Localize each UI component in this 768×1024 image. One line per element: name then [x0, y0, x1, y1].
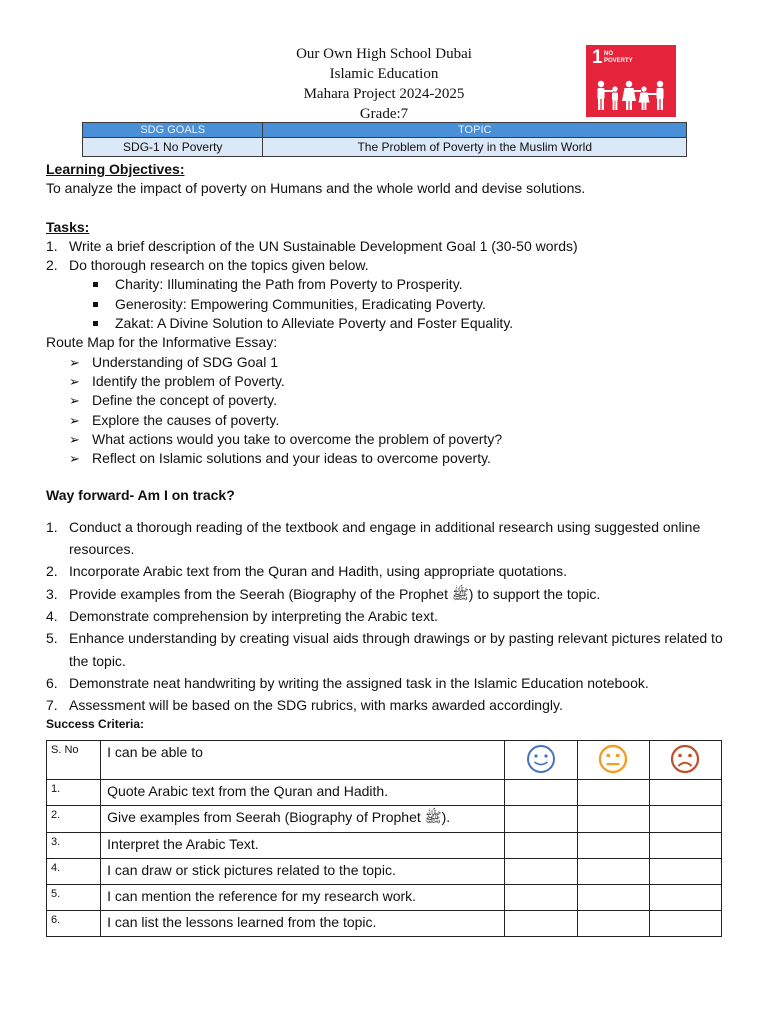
sdg-title: NO POVERTY — [604, 51, 633, 64]
arrow-bullet-icon: ➢ — [69, 373, 80, 389]
table-row: 3. Interpret the Arabic Text. — [47, 833, 722, 859]
topic-header: TOPIC — [263, 123, 687, 138]
neutral-face-icon — [593, 743, 633, 775]
tasks-list — [46, 237, 736, 276]
school-name: Our Own High School Dubai — [296, 46, 472, 62]
grade-label: Grade:7 — [359, 106, 409, 122]
arrow-bullet-icon: ➢ — [69, 393, 80, 409]
list-item: Generosity: Empowering Communities, Eradicating Poverty. — [46, 295, 736, 314]
sdg-goal-value: SDG-1 No Poverty — [83, 138, 263, 157]
table-row: 2. Give examples from Seerah (Biography of Prophet ﷺ). — [47, 806, 722, 833]
route-map-heading: Route Map for the Informative Essay: — [46, 334, 278, 351]
learning-objectives-heading: Learning Objectives: — [46, 161, 185, 177]
sad-face-icon — [665, 743, 705, 775]
list-item: 5. Enhance understanding by creating visual aids through drawings or by pasting relevant pictures related to the topic. — [46, 630, 723, 669]
happy-face-icon — [521, 743, 561, 775]
learning-objectives-text: To analyze the impact of poverty on Humans and the whole world and devise solutions. — [46, 180, 586, 197]
list-item: ➢ Define the concept of poverty. — [46, 391, 736, 410]
list-item: 7. Assessment will be based on the SDG rubrics, with marks awarded accordingly. — [46, 697, 563, 714]
arrow-bullet-icon: ➢ — [69, 412, 80, 428]
list-item: 3. Provide examples from the Seerah (Biography of the Prophet ﷺ) to support the topic. — [46, 585, 601, 602]
list-item: 1. Conduct a thorough reading of the textbook and engage in additional research using suggested online resources. — [46, 518, 701, 558]
list-item: ➢ Identify the problem of Poverty. — [46, 372, 736, 391]
route-map-list — [46, 353, 736, 469]
project-name: Mahara Project 2024-2025 — [303, 86, 465, 102]
list-item: ➢ Reflect on Islamic solutions and your ideas to overcome poverty. — [46, 449, 736, 468]
arrow-bullet-icon: ➢ — [69, 354, 80, 370]
way-forward-heading: Way forward- Am I on track? — [46, 487, 235, 504]
list-item: 1. Write a brief description of the UN Sustainable Development Goal 1 (30-50 words) — [46, 237, 578, 254]
arrow-bullet-icon: ➢ — [69, 451, 80, 467]
success-criteria-heading: Success Criteria: — [46, 717, 145, 732]
way-forward-list — [46, 516, 736, 717]
square-bullet-icon — [93, 282, 98, 287]
list-item: 6. Demonstrate neat handwriting by writing the assigned task in the Islamic Education notebook. — [46, 674, 649, 691]
table-row: 4. I can draw or stick pictures related to the topic. — [47, 859, 722, 885]
table-row: 5. I can mention the reference for my research work. — [47, 885, 722, 911]
sdg-goals-header: SDG GOALS — [83, 123, 263, 138]
topic-value: The Problem of Poverty in the Muslim World — [263, 138, 687, 157]
research-topics-list — [46, 275, 736, 333]
subject-name: Islamic Education — [329, 66, 439, 82]
table-row: 1. Quote Arabic text from the Quran and Hadith. — [47, 780, 722, 806]
list-item: ➢ What actions would you take to overcome the problem of poverty? — [46, 430, 736, 449]
list-item: 2. Incorporate Arabic text from the Quran and Hadith, using appropriate quotations. — [46, 563, 568, 580]
list-item: Charity: Illuminating the Path from Poverty to Prosperity. — [46, 275, 736, 294]
square-bullet-icon — [93, 302, 98, 307]
sdg-number: 1 — [592, 47, 603, 68]
sdg-goals-table — [82, 122, 687, 157]
criteria-header: I can be able to — [101, 741, 505, 780]
table-row: 6. I can list the lessons learned from the topic. — [47, 911, 722, 937]
list-item: Zakat: A Divine Solution to Alleviate Poverty and Foster Equality. — [46, 314, 736, 333]
arrow-bullet-icon: ➢ — [69, 431, 80, 447]
tasks-heading: Tasks: — [46, 218, 90, 235]
sno-header: S. No — [47, 741, 101, 780]
square-bullet-icon — [93, 321, 98, 326]
family-icon — [594, 79, 670, 113]
list-item: ➢ Explore the causes of poverty. — [46, 411, 736, 430]
sdg1-badge — [586, 45, 676, 117]
list-item: ➢ Understanding of SDG Goal 1 — [46, 353, 736, 372]
list-item: 4. Demonstrate comprehension by interpreting the Arabic text. — [46, 607, 438, 624]
success-criteria-table — [46, 740, 722, 937]
list-item: 2. Do thorough research on the topics given below. — [46, 257, 369, 274]
main-content — [46, 160, 736, 732]
